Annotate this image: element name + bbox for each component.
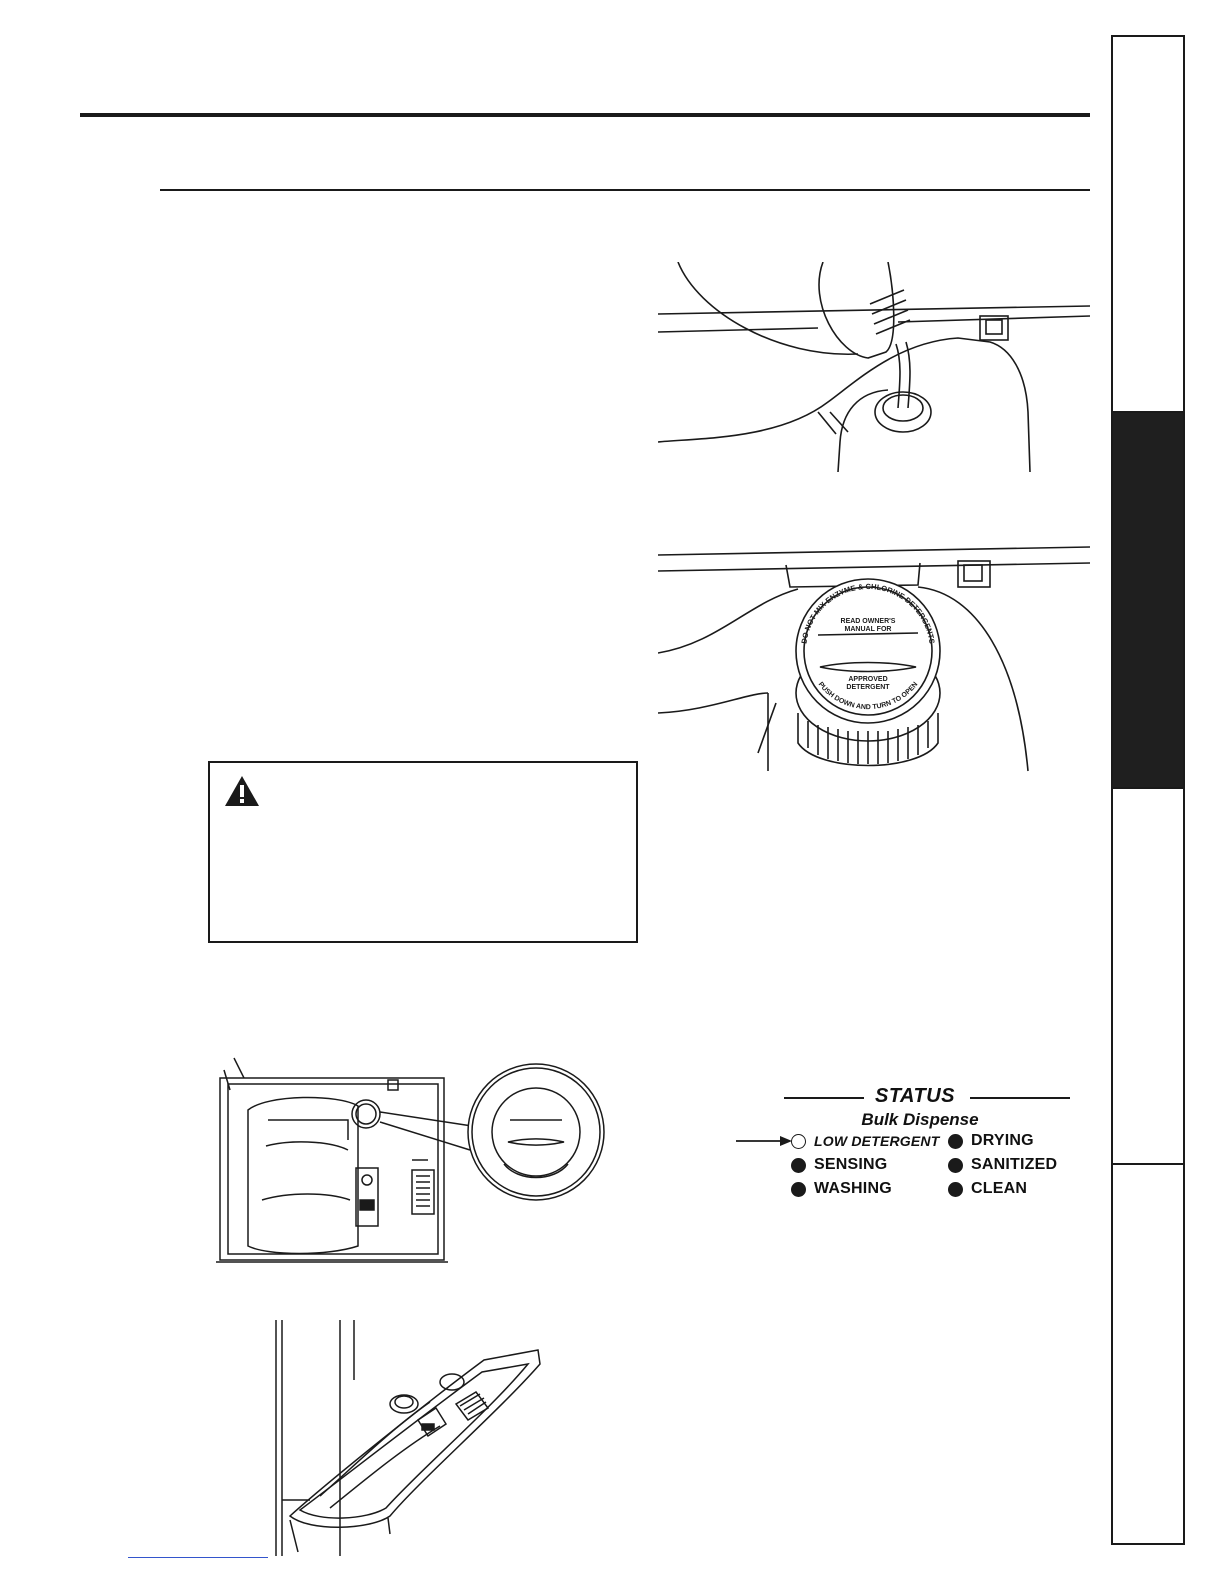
status-title: STATUS	[874, 1085, 956, 1107]
open-door-figure	[270, 1320, 550, 1560]
side-tab-2-active[interactable]	[1111, 411, 1185, 789]
status-item-drying	[948, 1131, 1034, 1151]
top-rule	[80, 113, 1090, 117]
arrow-icon	[736, 1135, 792, 1147]
indicator-light	[948, 1158, 963, 1173]
status-item-washing	[791, 1179, 892, 1199]
indicator-light	[948, 1182, 963, 1197]
reservoir-cap-figure	[658, 543, 1090, 773]
status-item-label: WASHING	[814, 1180, 892, 1197]
status-item-label: SANITIZED	[971, 1156, 1058, 1173]
status-item-clean	[948, 1179, 1027, 1199]
status-item-sanitized	[948, 1155, 1057, 1175]
indicator-light	[791, 1158, 806, 1173]
status-panel	[730, 1085, 1075, 1210]
indicator-light	[948, 1134, 963, 1149]
side-tab-4[interactable]	[1111, 1163, 1185, 1545]
indicator-light-hollow	[791, 1134, 806, 1149]
side-tab-1[interactable]	[1111, 35, 1185, 413]
indicator-light	[791, 1182, 806, 1197]
cap-read-text: READ OWNER'S	[840, 618, 896, 625]
status-item-sensing	[791, 1155, 887, 1175]
status-line-right	[970, 1097, 1070, 1099]
warning-triangle-icon	[224, 775, 260, 807]
side-tab-3[interactable]	[1111, 787, 1185, 1165]
status-item-label: CLEAN	[971, 1180, 1028, 1197]
cap-detergent-text: DETERGENT	[846, 684, 890, 691]
status-item-low-detergent	[791, 1131, 939, 1151]
door-dispenser-figure	[208, 1050, 613, 1265]
cap-approved-text: APPROVED	[848, 676, 888, 683]
side-tab-strip	[1111, 35, 1185, 1545]
section-rule	[160, 189, 1090, 191]
status-item-label: SENSING	[814, 1156, 888, 1173]
status-line-left	[784, 1097, 864, 1099]
cap-warning-arc-text: DO NOT MIX ENZYME & CHLORINE DETERGENTS	[799, 582, 937, 645]
status-subtitle: Bulk Dispense	[861, 1110, 979, 1129]
warning-box	[208, 761, 638, 943]
cap-manual-text: MANUAL FOR	[844, 626, 892, 633]
status-item-label: DRYING	[971, 1132, 1034, 1149]
cap-push-arc-text: PUSH DOWN AND TURN TO OPEN	[816, 681, 920, 712]
footer-link-underline[interactable]	[128, 1557, 268, 1558]
status-item-label: LOW DETERGENT	[814, 1133, 940, 1149]
pouring-detergent-figure	[658, 262, 1090, 474]
